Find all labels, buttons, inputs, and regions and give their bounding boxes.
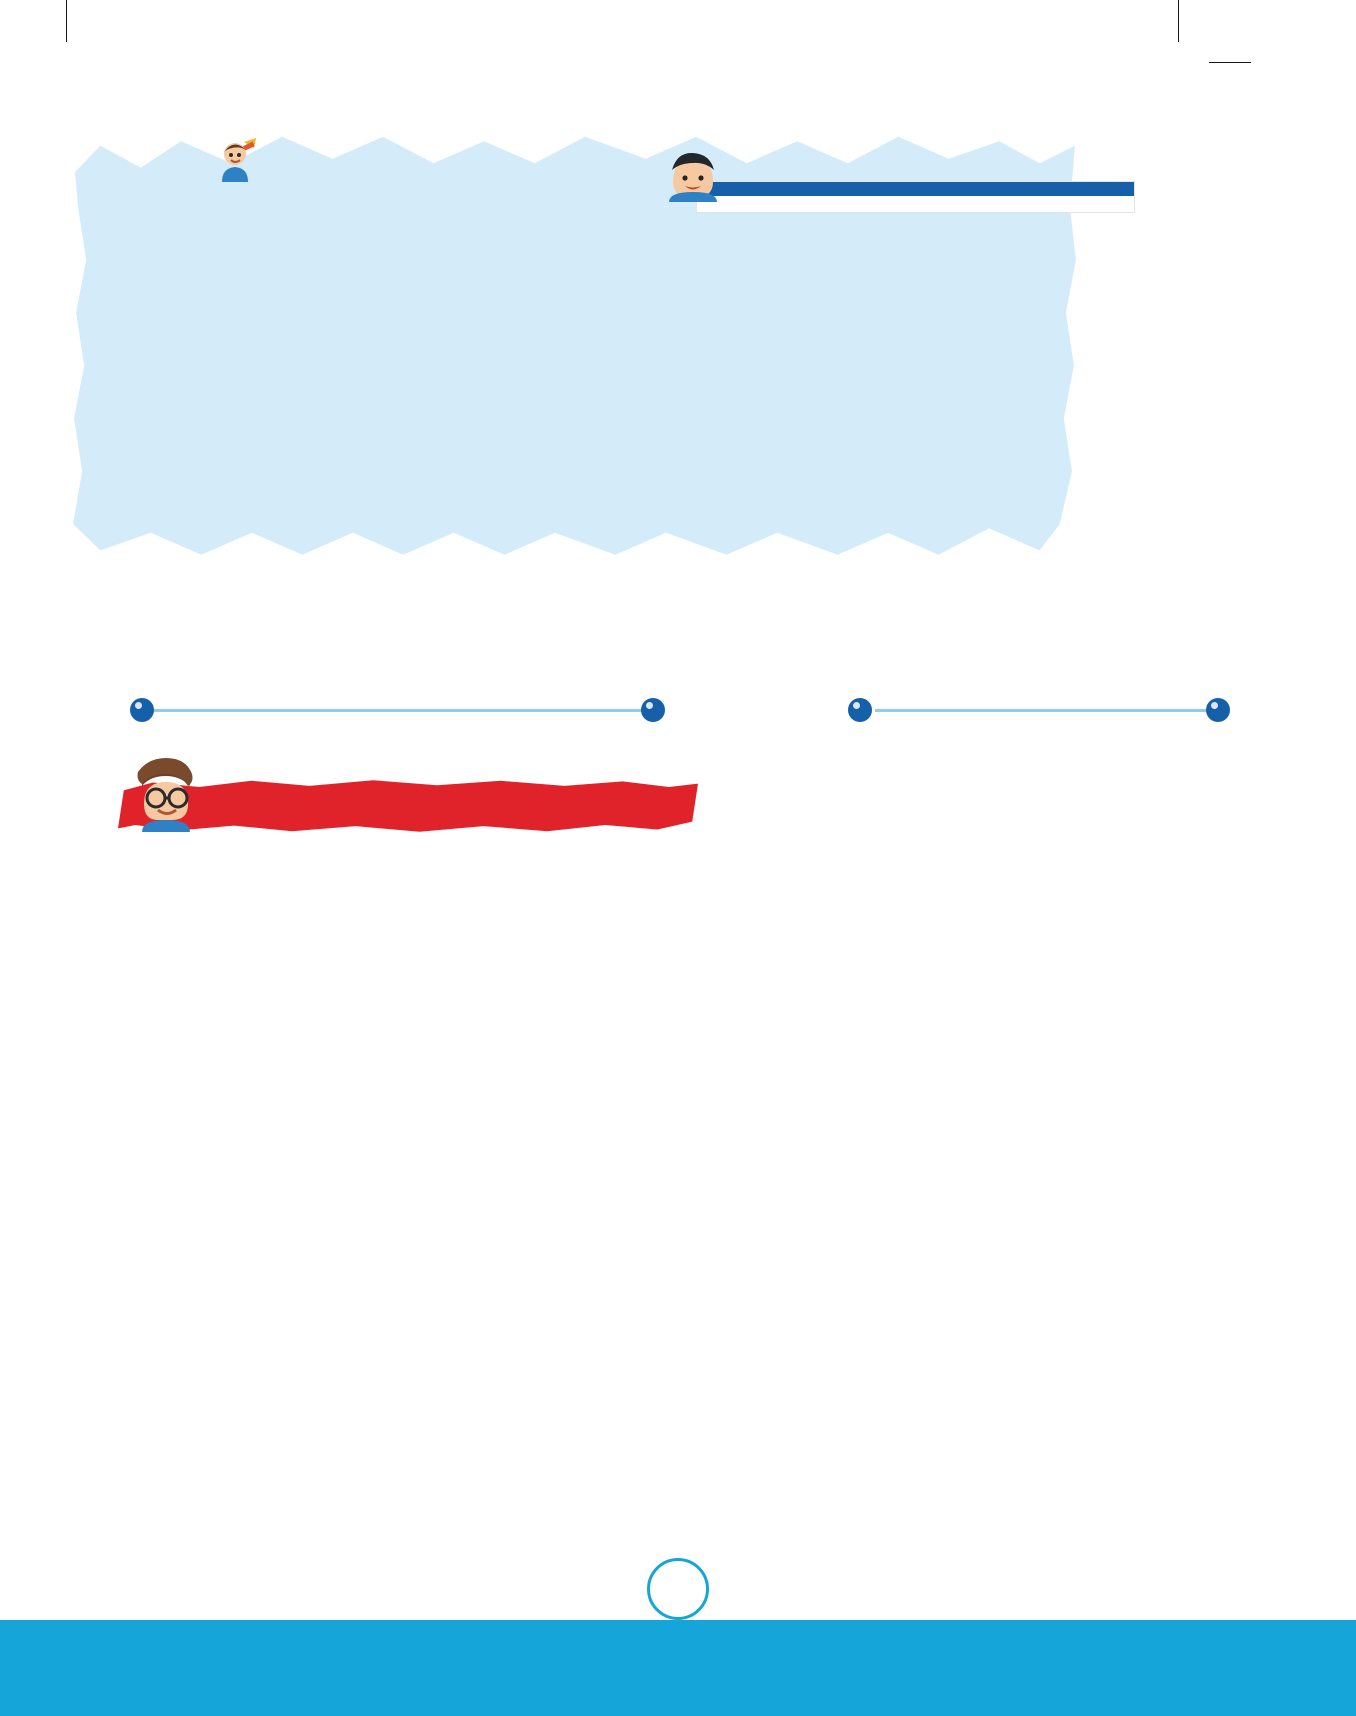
divider-dot-3 xyxy=(848,698,872,722)
page-number-badge xyxy=(647,1558,709,1620)
sight-words-box xyxy=(697,182,1134,212)
crop-mark-top-left xyxy=(66,0,67,42)
sight-words-title xyxy=(697,182,1134,196)
divider-line-left xyxy=(152,709,642,712)
exercise-divider xyxy=(130,690,1230,730)
divider-line-right xyxy=(875,709,1227,712)
divider-dot-4 xyxy=(1206,698,1230,722)
crop-mark-top-right-horizontal xyxy=(1209,62,1251,63)
boy-with-glasses-icon xyxy=(128,736,226,834)
divider-dot-2 xyxy=(641,698,665,722)
footer-water-band xyxy=(0,1620,1356,1716)
divider-dot-1 xyxy=(130,698,154,722)
crop-mark-top-right-vertical xyxy=(1178,0,1179,42)
sight-words-grid xyxy=(697,196,1134,212)
comprehension-skills-banner xyxy=(78,778,698,842)
page-footer xyxy=(0,1556,1356,1716)
boy-face-icon xyxy=(665,148,721,204)
boy-with-pencil-icon xyxy=(214,136,262,184)
page-number-circle xyxy=(647,1558,709,1620)
